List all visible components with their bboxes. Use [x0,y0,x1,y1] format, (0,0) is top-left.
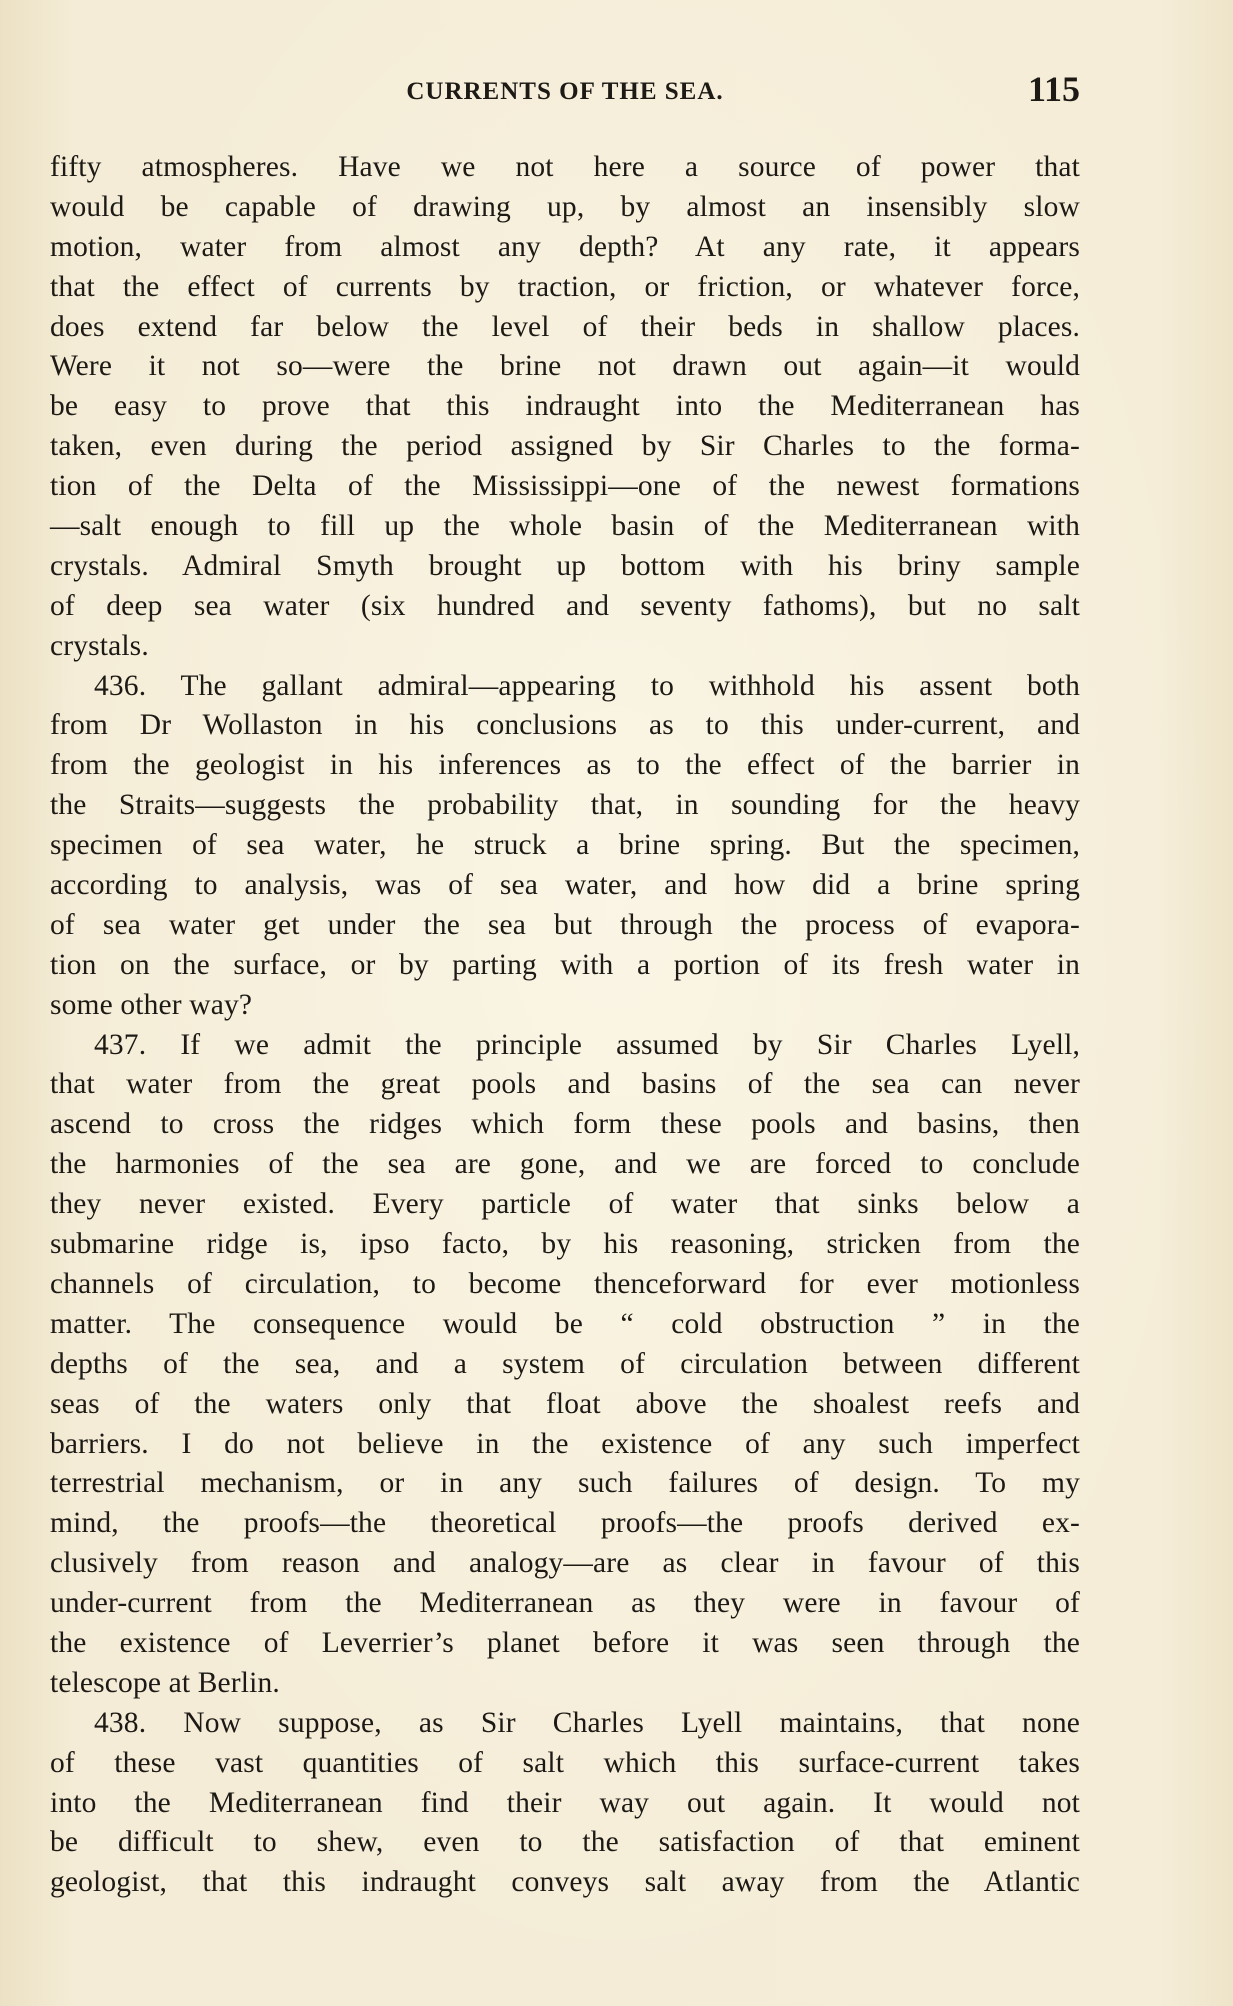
text-line: from Dr Wollaston in his conclusions as to this under-current, and [50,709,1080,742]
text-line: fifty atmospheres. Have we not here a source of power that [50,151,1080,183]
page-header [50,68,1080,116]
text-line: 438. Now suppose, as Sir Charles Lyell maintains, that none [94,1706,1080,1739]
text-line: mind, the proofs—the theoretical proofs—the proofs derived ex- [50,1507,1080,1540]
text-line: of sea water get under the sea but through the process of evapora- [50,908,1080,941]
text-line: according to analysis, was of sea water, and how did a brine spring [50,869,1080,902]
text-line: submarine ridge is, ipso facto, by his reasoning, stricken from the [50,1228,1080,1261]
text-line: that water from the great pools and basins of the sea can never [50,1068,1080,1101]
text-line: from the geologist in his inferences as to the effect of the barrier in [50,749,1080,782]
text-line: seas of the waters only that float above the shoalest reefs and [50,1387,1080,1420]
text-line: ascend to cross the ridges which form these pools and basins, then [50,1108,1080,1141]
text-line: geologist, that this indraught conveys salt away from the Atlantic [50,1866,1080,1899]
running-head: CURRENTS OF THE SEA. [406,78,724,105]
text-line: tion on the surface, or by parting with a portion of its fresh water in [50,948,1080,981]
text-line: barriers. I do not believe in the existence of any such imperfect [50,1427,1080,1460]
text-line: under-current from the Mediterranean as they were in favour of [50,1587,1080,1620]
text-line: depths of the sea, and a system of circulation between different [50,1347,1080,1380]
text-line: the existence of Leverrier’s planet before it was seen through the [50,1626,1080,1659]
text-line: of these vast quantities of salt which this surface-current takes [50,1746,1080,1779]
text-line: would be capable of drawing up, by almost an insensibly slow [50,190,1080,223]
body-text [50,148,1080,1903]
text-line: motion, water from almost any depth? At any rate, it appears [50,230,1080,263]
text-line: be difficult to shew, even to the satisfaction of that eminent [50,1826,1080,1859]
text-line: channels of circulation, to become thenceforward for ever motionless [50,1267,1080,1300]
text-line: specimen of sea water, he struck a brine spring. But the specimen, [50,829,1080,862]
text-line: 436. The gallant admiral—appearing to withhold his assent both [94,669,1080,702]
text-line: they never existed. Every particle of water that sinks below a [50,1188,1080,1221]
text-line: tion of the Delta of the Mississippi—one of the newest formations [50,470,1080,503]
text-line: the Straits—suggests the probability that, in sounding for the heavy [50,789,1080,822]
text-line: matter. The consequence would be “ cold obstruction ” in the [50,1307,1080,1340]
text-line: that the effect of currents by traction, or friction, or whatever force, [50,270,1080,303]
text-line: terrestrial mechanism, or in any such failures of design. To my [50,1467,1080,1500]
text-line: the harmonies of the sea are gone, and we are forced to conclude [50,1148,1080,1181]
text-line: clusively from reason and analogy—are as clear in favour of this [50,1547,1080,1580]
text-line: does extend far below the level of their beds in shallow places. [50,310,1080,343]
text-line: —salt enough to fill up the whole basin of the Mediterranean with [50,510,1080,543]
page-number: 115 [1027,69,1080,109]
text-line: telescope at Berlin. [50,1666,280,1699]
text-line: taken, even during the period assigned by Sir Charles to the forma- [50,430,1080,463]
text-line: crystals. [50,629,149,662]
text-line: into the Mediterranean find their way out again. It would not [50,1786,1080,1819]
text-line: crystals. Admiral Smyth brought up bottom with his briny sample [50,549,1080,582]
text-line: of deep sea water (six hundred and seventy fathoms), but no salt [50,589,1080,622]
text-line: 437. If we admit the principle assumed by Sir Charles Lyell, [94,1028,1080,1061]
text-line: some other way? [50,988,253,1021]
text-line: be easy to prove that this indraught into the Mediterranean has [50,390,1080,423]
text-line: Were it not so—were the brine not drawn out again—it would [50,350,1080,383]
